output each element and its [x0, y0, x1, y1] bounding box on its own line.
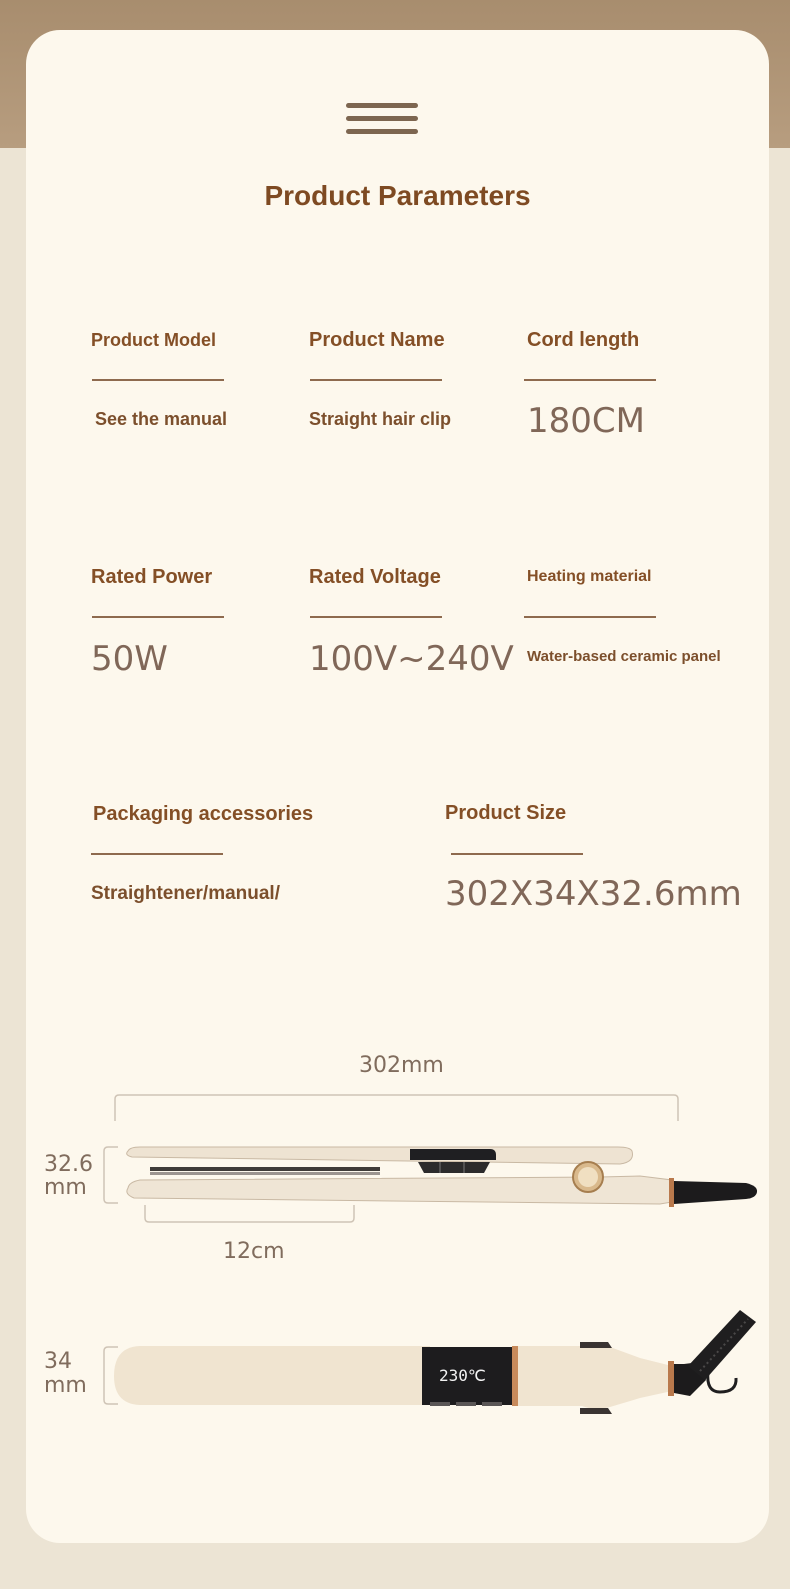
param-value: 180CM [527, 401, 645, 441]
height-unit: mm [44, 1175, 87, 1200]
straightener-top-view [114, 1310, 756, 1414]
param-label: Product Size [445, 802, 567, 824]
length-bracket [115, 1095, 678, 1121]
height-value: 32.6 [44, 1152, 93, 1177]
param-value: Straightener/manual/ [91, 883, 280, 904]
param-label: Rated Voltage [309, 566, 441, 588]
param-value: 100V~240V [309, 639, 514, 679]
page-title: Product Parameters [264, 180, 531, 211]
width-value: 34 [44, 1349, 72, 1374]
param-label: Packaging accessories [93, 803, 314, 825]
param-value: See the manual [95, 409, 228, 429]
param-label: Rated Power [91, 566, 213, 588]
width-unit: mm [44, 1373, 87, 1398]
param-label: Product Name [309, 329, 445, 351]
param-label: Heating material [527, 568, 652, 585]
length-label: 302mm [359, 1053, 444, 1078]
param-label: Cord length [527, 329, 640, 351]
height-label [44, 1153, 93, 1199]
width-label [44, 1350, 87, 1398]
plate-bracket [145, 1205, 354, 1222]
param-value: Straight hair clip [309, 409, 452, 429]
height-bracket [104, 1147, 118, 1203]
param-label: Product Model [91, 330, 216, 350]
temperature-display: 230℃ [439, 1366, 486, 1385]
param-value: Water-based ceramic panel [527, 648, 721, 665]
param-value: 302X34X32.6mm [445, 874, 742, 914]
plate-length-label: 12cm [223, 1239, 285, 1264]
param-value: 50W [91, 639, 168, 679]
straightener-side-view [127, 1147, 757, 1207]
